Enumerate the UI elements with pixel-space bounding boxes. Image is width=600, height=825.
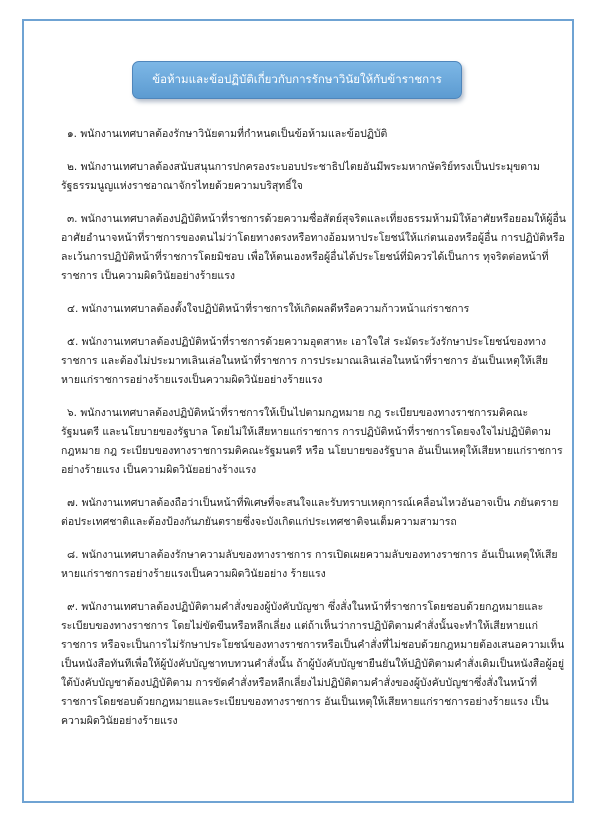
rule-item-8: ๘. พนักงานเทศบาลต้องรักษาความลับของทางราชการ การเปิดเผยความลับของทางราชการ อันเป็นเหตุให้เสียหายแก่ราชการอย่างร้ายแรงเป็นความผิดวินัยอย่าง ร้ายแรง bbox=[61, 549, 558, 580]
rule-item-5: ๕. พนักงานเทศบาลต้องปฏิบัติหน้าที่ราชการด้วยความอุตสาหะ เอาใจใส่ ระมัดระวังรักษาประโยชน์ของทางราชการ และต้องไม่ประมาทเลินเล่อในหน้าที่ราชการ การประมาณเลินเล่อในหน้าที่ราชการ อันเป็นเหตุให้เสียหายแก่ราชการอย่างร้ายแรงเป็นความผิดวินัยอย่างร้ายแรง bbox=[61, 336, 548, 386]
rule-item-4: ๔. พนักงานเทศบาลต้องตั้งใจปฏิบัติหน้าที่ราชการให้เกิดผลดีหรือความก้าวหน้าแก่ราชการ bbox=[67, 303, 470, 315]
page-title-banner bbox=[132, 61, 462, 99]
rules-list bbox=[61, 125, 566, 745]
rule-item-7: ๗. พนักงานเทศบาลต้องถือว่าเป็นหน้าที่พิเศษที่จะสนใจและรับทราบเหตุการณ์เคลื่อนไหวอันอาจเป็น ภยันตรายต่อประเทศชาติและต้องป้องกันภยันตรายซึ่งจะบังเกิดแก่ประเทศชาติจนเต็มความสามารถ bbox=[61, 497, 559, 528]
rule-item-1: ๑. พนักงานเทศบาลต้องรักษาวินัยตามที่กำหนดเป็นข้อห้ามและข้อปฏิบัติ bbox=[67, 128, 388, 140]
rule-item-2: ๒. พนักงานเทศบาลต้องสนับสนุนการปกครองระบอบประชาธิปไตยอันมีพระมหากษัตริย์ทรงเป็นประมุขตามรัฐธรรมนูญแห่งราชอาณาจักรไทยด้วยความบริสุทธิ์ใจ bbox=[61, 161, 540, 192]
page-border-frame bbox=[22, 19, 574, 803]
rule-item-9: ๙. พนักงานเทศบาลต้องปฏิบัติตามคำสั่งของผู้บังคับบัญชา ซึ่งสั่งในหน้าที่ราชการโดยชอบด้วยกฎหมายและระเบียบของทางราชการ โดยไม่ขัดขืนหรือหลีกเลี่ยง แต่ถ้าเห็นว่าการปฏิบัติตามคำสั่งนั้นจะทำให้เสียหายแก่ราชการ หรือจะเป็นการไม่รักษาประโยชน์ของทางราชการหรือเป็นคำสั่งที่ไม่ชอบด้วยกฎหมายต้องเสนอความเห็นเป็นหนังสือทันทีเพื่อให้ผู้บังคับบัญชาทบทวนคำสั่งนั้น ถ้าผู้บังคับบัญชายืนยันให้ปฏิบัติตามคำสั่งเดิมเป็นหนังสือผู้อยู่ใต้บังคับบัญชาต้องปฏิบัติตาม การขัดคำสั่งหรือหลีกเลี่ยงไม่ปฏิบัติตามคำสั่งของผู้บังคับบัญชาซึ่งสั่งในหน้าที่ราชการโดยชอบด้วยกฎหมายและระเบียบของทางราชการ อันเป็นเหตุให้เสียหายแก่ราชการอย่างร้ายแรง เป็นความผิดวินัยอย่างร้ายแรง bbox=[61, 601, 565, 727]
rule-item-3: ๓. พนักงานเทศบาลต้องปฏิบัติหน้าที่ราชการด้วยความซื่อสัตย์สุจริตและเที่ยงธรรมห้ามมิให้อาศัยหรือยอมให้ผู้อื่นอาศัยอำนาจหน้าที่ราชการของตนไม่ว่าโดยทางตรงหรือทางอ้อมหาประโยชน์ให้แก่ตนเองหรือผู้อื่น การปฏิบัติหรือละเว้นการปฏิบัติหน้าที่ราชการโดยมิชอบ เพื่อให้ตนเองหรือผู้อื่นได้ประโยชน์ที่มิควรได้เป็นการ ทุจริตต่อหน้าที่ราชการ เป็นความผิดวินัยอย่างร้ายแรง bbox=[61, 213, 566, 282]
page-title: ข้อห้ามและข้อปฏิบัติเกี่ยวกับการรักษาวินัยให้กับข้าราชการ bbox=[152, 72, 442, 86]
rule-item-6: ๖. พนักงานเทศบาลต้องปฏิบัติหน้าที่ราชการให้เป็นไปตามกฎหมาย กฎ ระเบียบของทางราชการมติคณะรัฐมนตรี และนโยบายของรัฐบาล โดยไม่ให้เสียหายแก่ราชการ การปฏิบัติหน้าที่ราชการโดยจงใจไม่ปฏิบัติตามกฎหมาย กฎ ระเบียบของทางราชการมติคณะรัฐมนตรี หรือ นโยบายของรัฐบาล อันเป็นเหตุให้เสียหายแก่ราชการอย่างร้ายแรง เป็นความผิดวินัยอย่างร้างแรง bbox=[61, 407, 563, 476]
